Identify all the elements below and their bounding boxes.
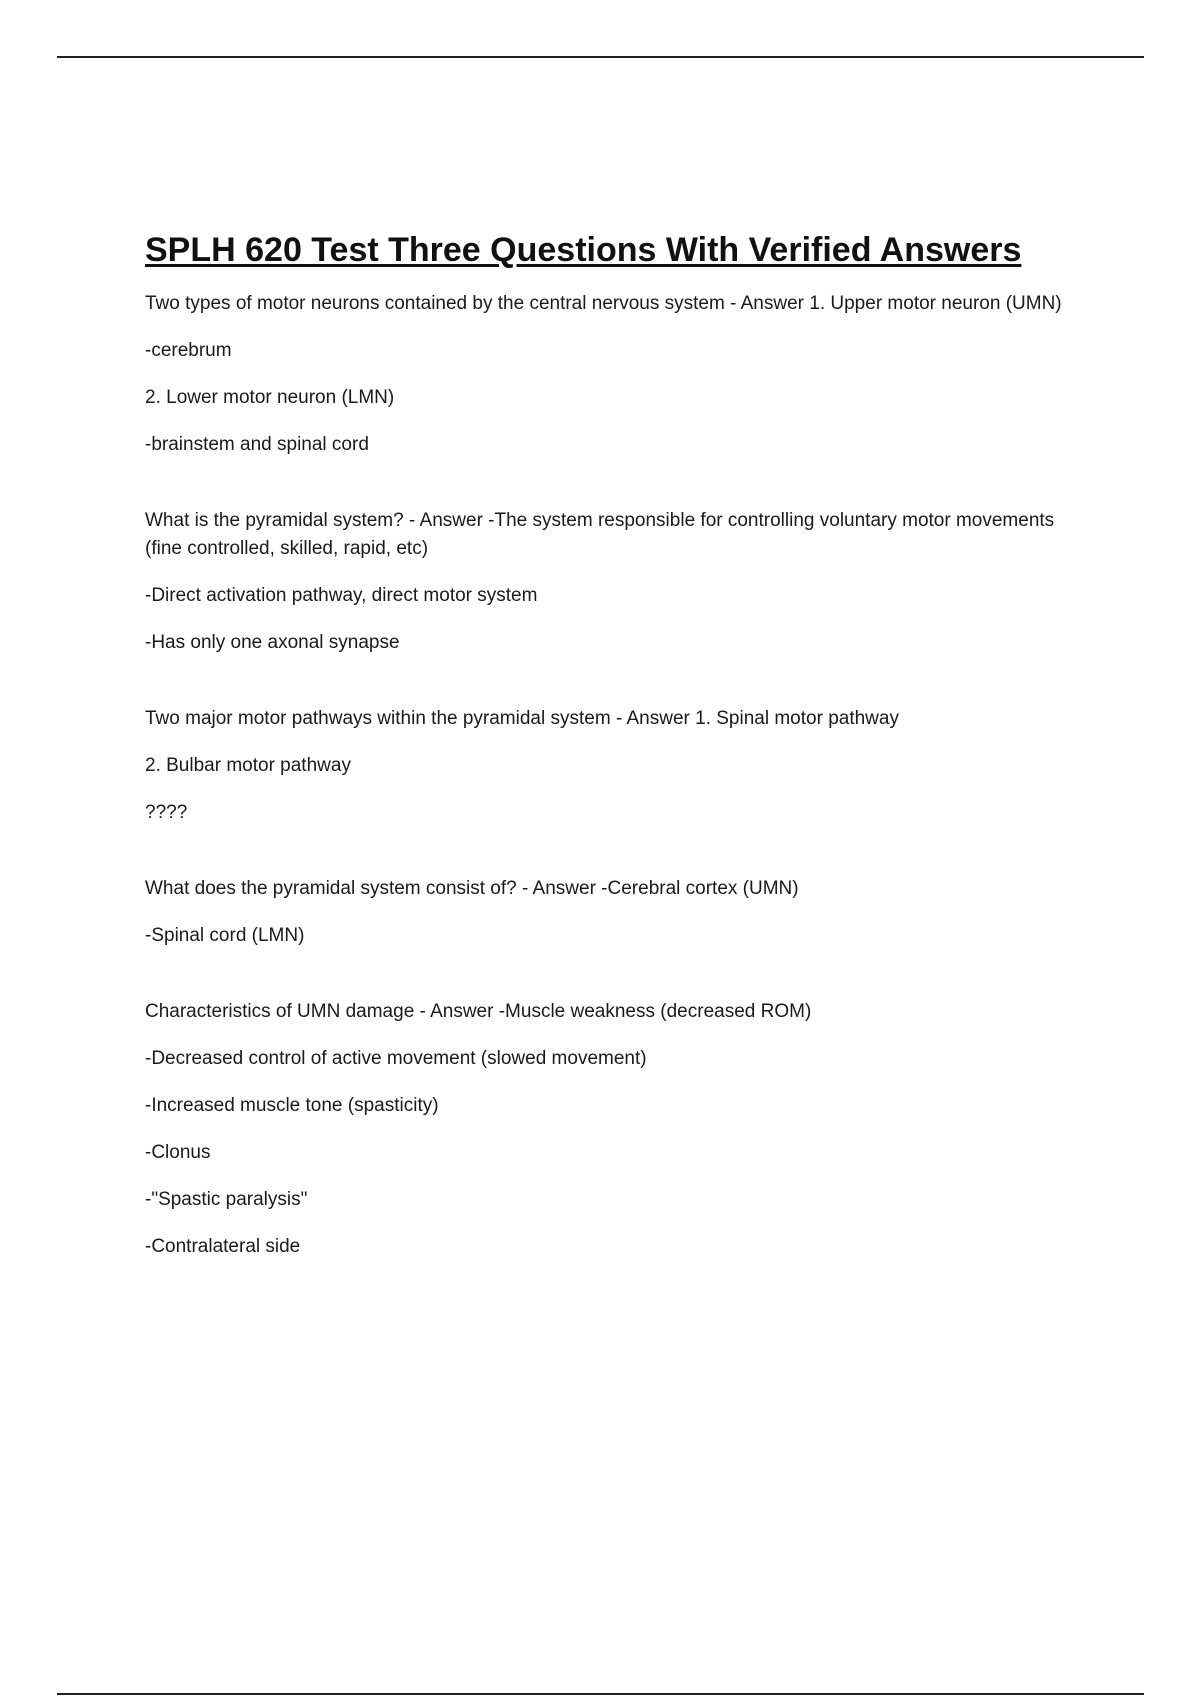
qa-block-umn-damage (145, 998, 1085, 1261)
qa-line: -Increased muscle tone (spasticity) (145, 1095, 439, 1116)
qa-line: -cerebrum (145, 340, 232, 361)
qa-block-pyramidal-system (145, 507, 1085, 657)
qa-line: -brainstem and spinal cord (145, 434, 369, 455)
qa-line: -Decreased control of active movement (slowed movement) (145, 1048, 647, 1069)
qa-block-pyramidal-composition (145, 875, 1085, 950)
qa-line: What is the pyramidal system? - Answer -The system responsible for controlling voluntary motor movements (fine controlled, skilled, rapid, etc) (145, 510, 1055, 559)
top-rule (57, 56, 1144, 58)
qa-line: -Spinal cord (LMN) (145, 925, 305, 946)
qa-line: -Contralateral side (145, 1236, 301, 1257)
document-title: SPLH 620 Test Three Questions With Verified Answers (145, 231, 1022, 269)
qa-line: -"Spastic paralysis" (145, 1189, 308, 1210)
qa-line: Characteristics of UMN damage - Answer -Muscle weakness (decreased ROM) (145, 1001, 812, 1022)
qa-block-motor-neurons (145, 290, 1085, 459)
qa-line: Two types of motor neurons contained by the central nervous system - Answer 1. Upper motor neuron (UMN) (145, 293, 1062, 314)
qa-line: -Clonus (145, 1142, 211, 1163)
qa-block-motor-pathways (145, 705, 1085, 827)
bottom-rule (57, 1693, 1144, 1695)
qa-line: -Direct activation pathway, direct motor system (145, 585, 538, 606)
qa-line: Two major motor pathways within the pyramidal system - Answer 1. Spinal motor pathway (145, 708, 899, 729)
document-body (145, 224, 1085, 1309)
qa-line: 2. Lower motor neuron (LMN) (145, 387, 395, 408)
qa-line: -Has only one axonal synapse (145, 632, 400, 653)
qa-line: 2. Bulbar motor pathway (145, 755, 351, 776)
qa-line: What does the pyramidal system consist of? - Answer -Cerebral cortex (UMN) (145, 878, 799, 899)
qa-line: ???? (145, 802, 188, 823)
